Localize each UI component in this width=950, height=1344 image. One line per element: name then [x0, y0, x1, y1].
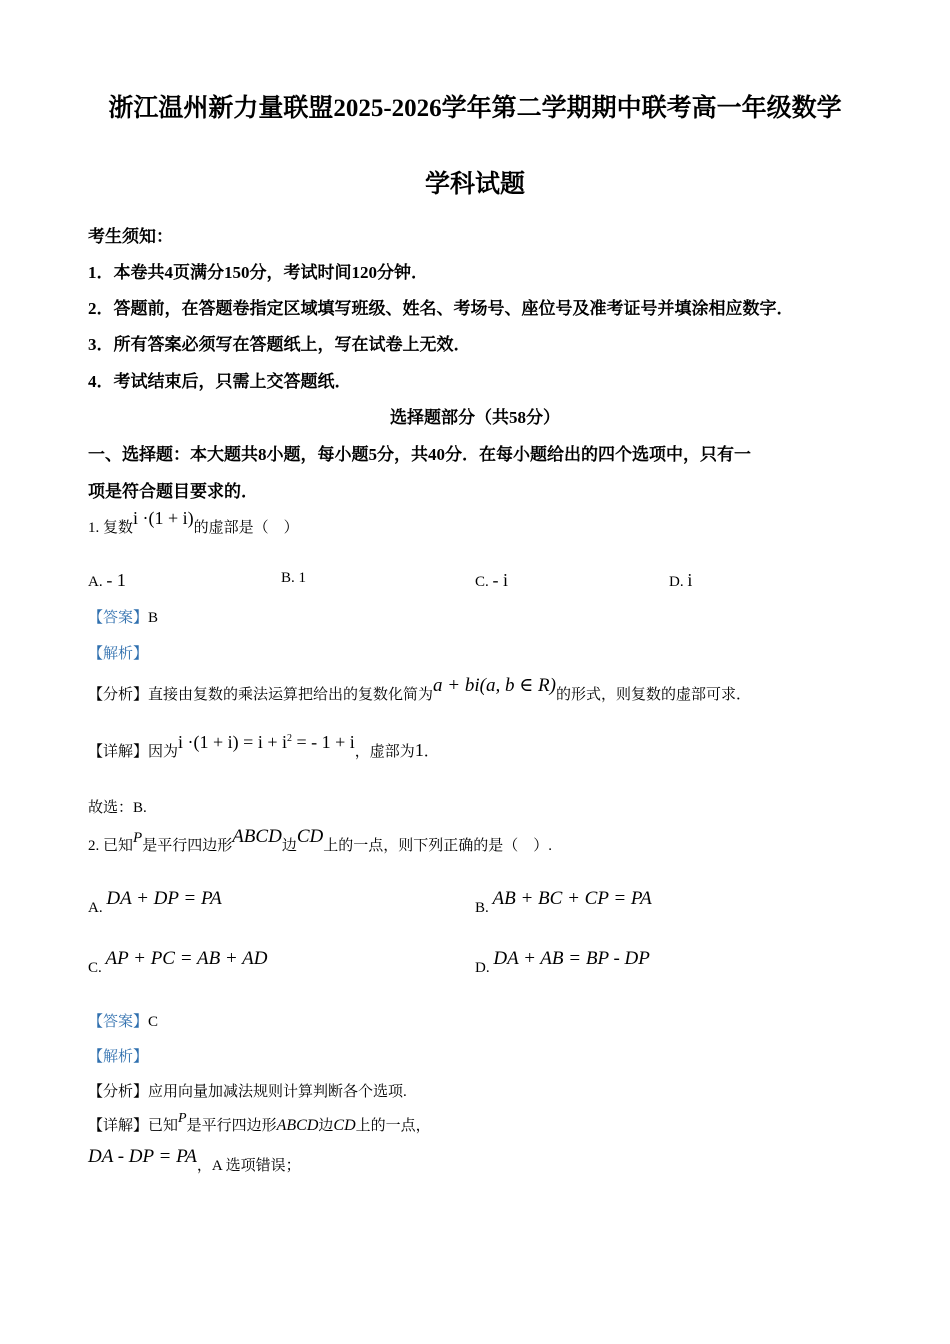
- option-a-value: - 1: [106, 570, 126, 590]
- notice-item-3: 3．所有答案必须写在答题纸上，写在试卷上无效．: [88, 335, 471, 354]
- option-d-value: i: [687, 570, 693, 590]
- question-1-option-a: A. - 1: [88, 570, 126, 590]
- detail-tag: 【详解】: [88, 1118, 149, 1134]
- detail-line-expression: DA - DP = PA: [88, 1146, 197, 1167]
- fenxi-tag: 【分析】: [88, 1084, 149, 1100]
- page-subtitle: 学科试题: [424, 171, 525, 198]
- question-2-option-c: C. AP + PC = AB + AD: [88, 948, 268, 976]
- point-p: P: [133, 830, 143, 846]
- question-2-analysis-tag: 【解析】: [88, 1049, 149, 1065]
- question-1-detail: 【详解】因为$i \cdot(1 + i) = i + i^2$ = - 1 + i，虚部为1．: [88, 732, 439, 760]
- shape-abcd: ABCD: [232, 826, 282, 847]
- option-c-value: - i: [492, 570, 509, 590]
- section-intro-line1: 一、选择题：本大题共8小题，每小题5分，共40分．在每小题给出的四个选项中，只有一: [88, 445, 751, 464]
- question-2-option-b: B. AB + BC + CP = PA: [475, 888, 652, 916]
- side-cd: CD: [296, 826, 324, 847]
- option-a-expression: DA + DP = PA: [106, 888, 222, 909]
- section-heading: 选择题部分（共58分）: [390, 408, 560, 427]
- section-intro-line2: 项是符合题目要求的．: [88, 482, 258, 501]
- page-title: 浙江温州新力量联盟2025-2026学年第二学期期中联考高一年级数学: [108, 95, 842, 122]
- fenxi-expression: a + bi(a, b ∈ R): [433, 675, 556, 696]
- question-1-expression: i ·(1 + i): [133, 508, 194, 528]
- option-c-expression: AP + PC = AB + AD: [105, 948, 268, 969]
- answer-tag: 【答案】: [88, 610, 149, 626]
- question-1-fenxi: 【分析】直接由复数的乘法运算把给出的复数化简为a + bi(a, b ∈ R)的形式，则复数的虚部可求．: [88, 675, 751, 703]
- detail-tag: 【详解】: [88, 744, 149, 760]
- question-2-option-a: A. DA + DP = PA: [88, 888, 222, 916]
- question-1-option-d: D. i: [669, 570, 693, 590]
- question-1-suffix: 的虚部是（ ）: [193, 520, 299, 536]
- question-1-stem: [88, 508, 299, 537]
- answer-tag: 【答案】: [88, 1014, 149, 1030]
- question-1-analysis-tag: 【解析】: [88, 646, 149, 662]
- notice-heading: 考生须知：: [88, 227, 173, 246]
- question-2-option-d: D. DA + AB = BP - DP: [475, 948, 650, 976]
- question-2-prefix: 2. 已知: [88, 838, 134, 854]
- fenxi-tag: 【分析】: [88, 687, 149, 703]
- answer-value: B: [148, 610, 159, 626]
- question-2-detail: 【详解】已知P是平行四边形ABCD边CD上的一点，: [88, 1111, 431, 1134]
- option-b-value: 1: [298, 570, 307, 586]
- question-2-answer: [88, 1010, 158, 1031]
- question-1-conclusion: 故选：B.: [88, 800, 147, 816]
- question-1-option-b: B. 1: [281, 570, 307, 586]
- question-2-stem: 2. 已知P是平行四边形ABCD边CD上的一点，则下列正确的是（ ）.: [88, 826, 552, 854]
- option-d-expression: DA + AB = BP - DP: [493, 948, 650, 969]
- notice-item-1: 1．本卷共4页满分150分，考试时间120分钟．: [88, 263, 428, 282]
- detail-value: 1: [414, 740, 424, 760]
- question-1-option-c: C. - i: [475, 570, 509, 590]
- question-1-prefix: 1. 复数: [88, 520, 134, 536]
- notice-item-2: 2．答题前，在答题卷指定区域填写班级、姓名、考场号、座位号及准考证号并填涂相应数字．: [88, 299, 794, 318]
- detail-expression: $i \cdot(1 + i) = i + i^2$ = - 1 + i: [178, 732, 355, 752]
- question-2-detail-line: DA - DP = PA，A 选项错误；: [88, 1146, 301, 1174]
- question-1-answer: [88, 606, 158, 627]
- answer-value: C: [148, 1014, 159, 1030]
- question-2-fenxi: 【分析】应用向量加减法规则计算判断各个选项.: [88, 1084, 407, 1100]
- option-b-expression: AB + BC + CP = PA: [492, 888, 652, 909]
- notice-item-4: 4．考试结束后，只需上交答题纸．: [88, 372, 352, 391]
